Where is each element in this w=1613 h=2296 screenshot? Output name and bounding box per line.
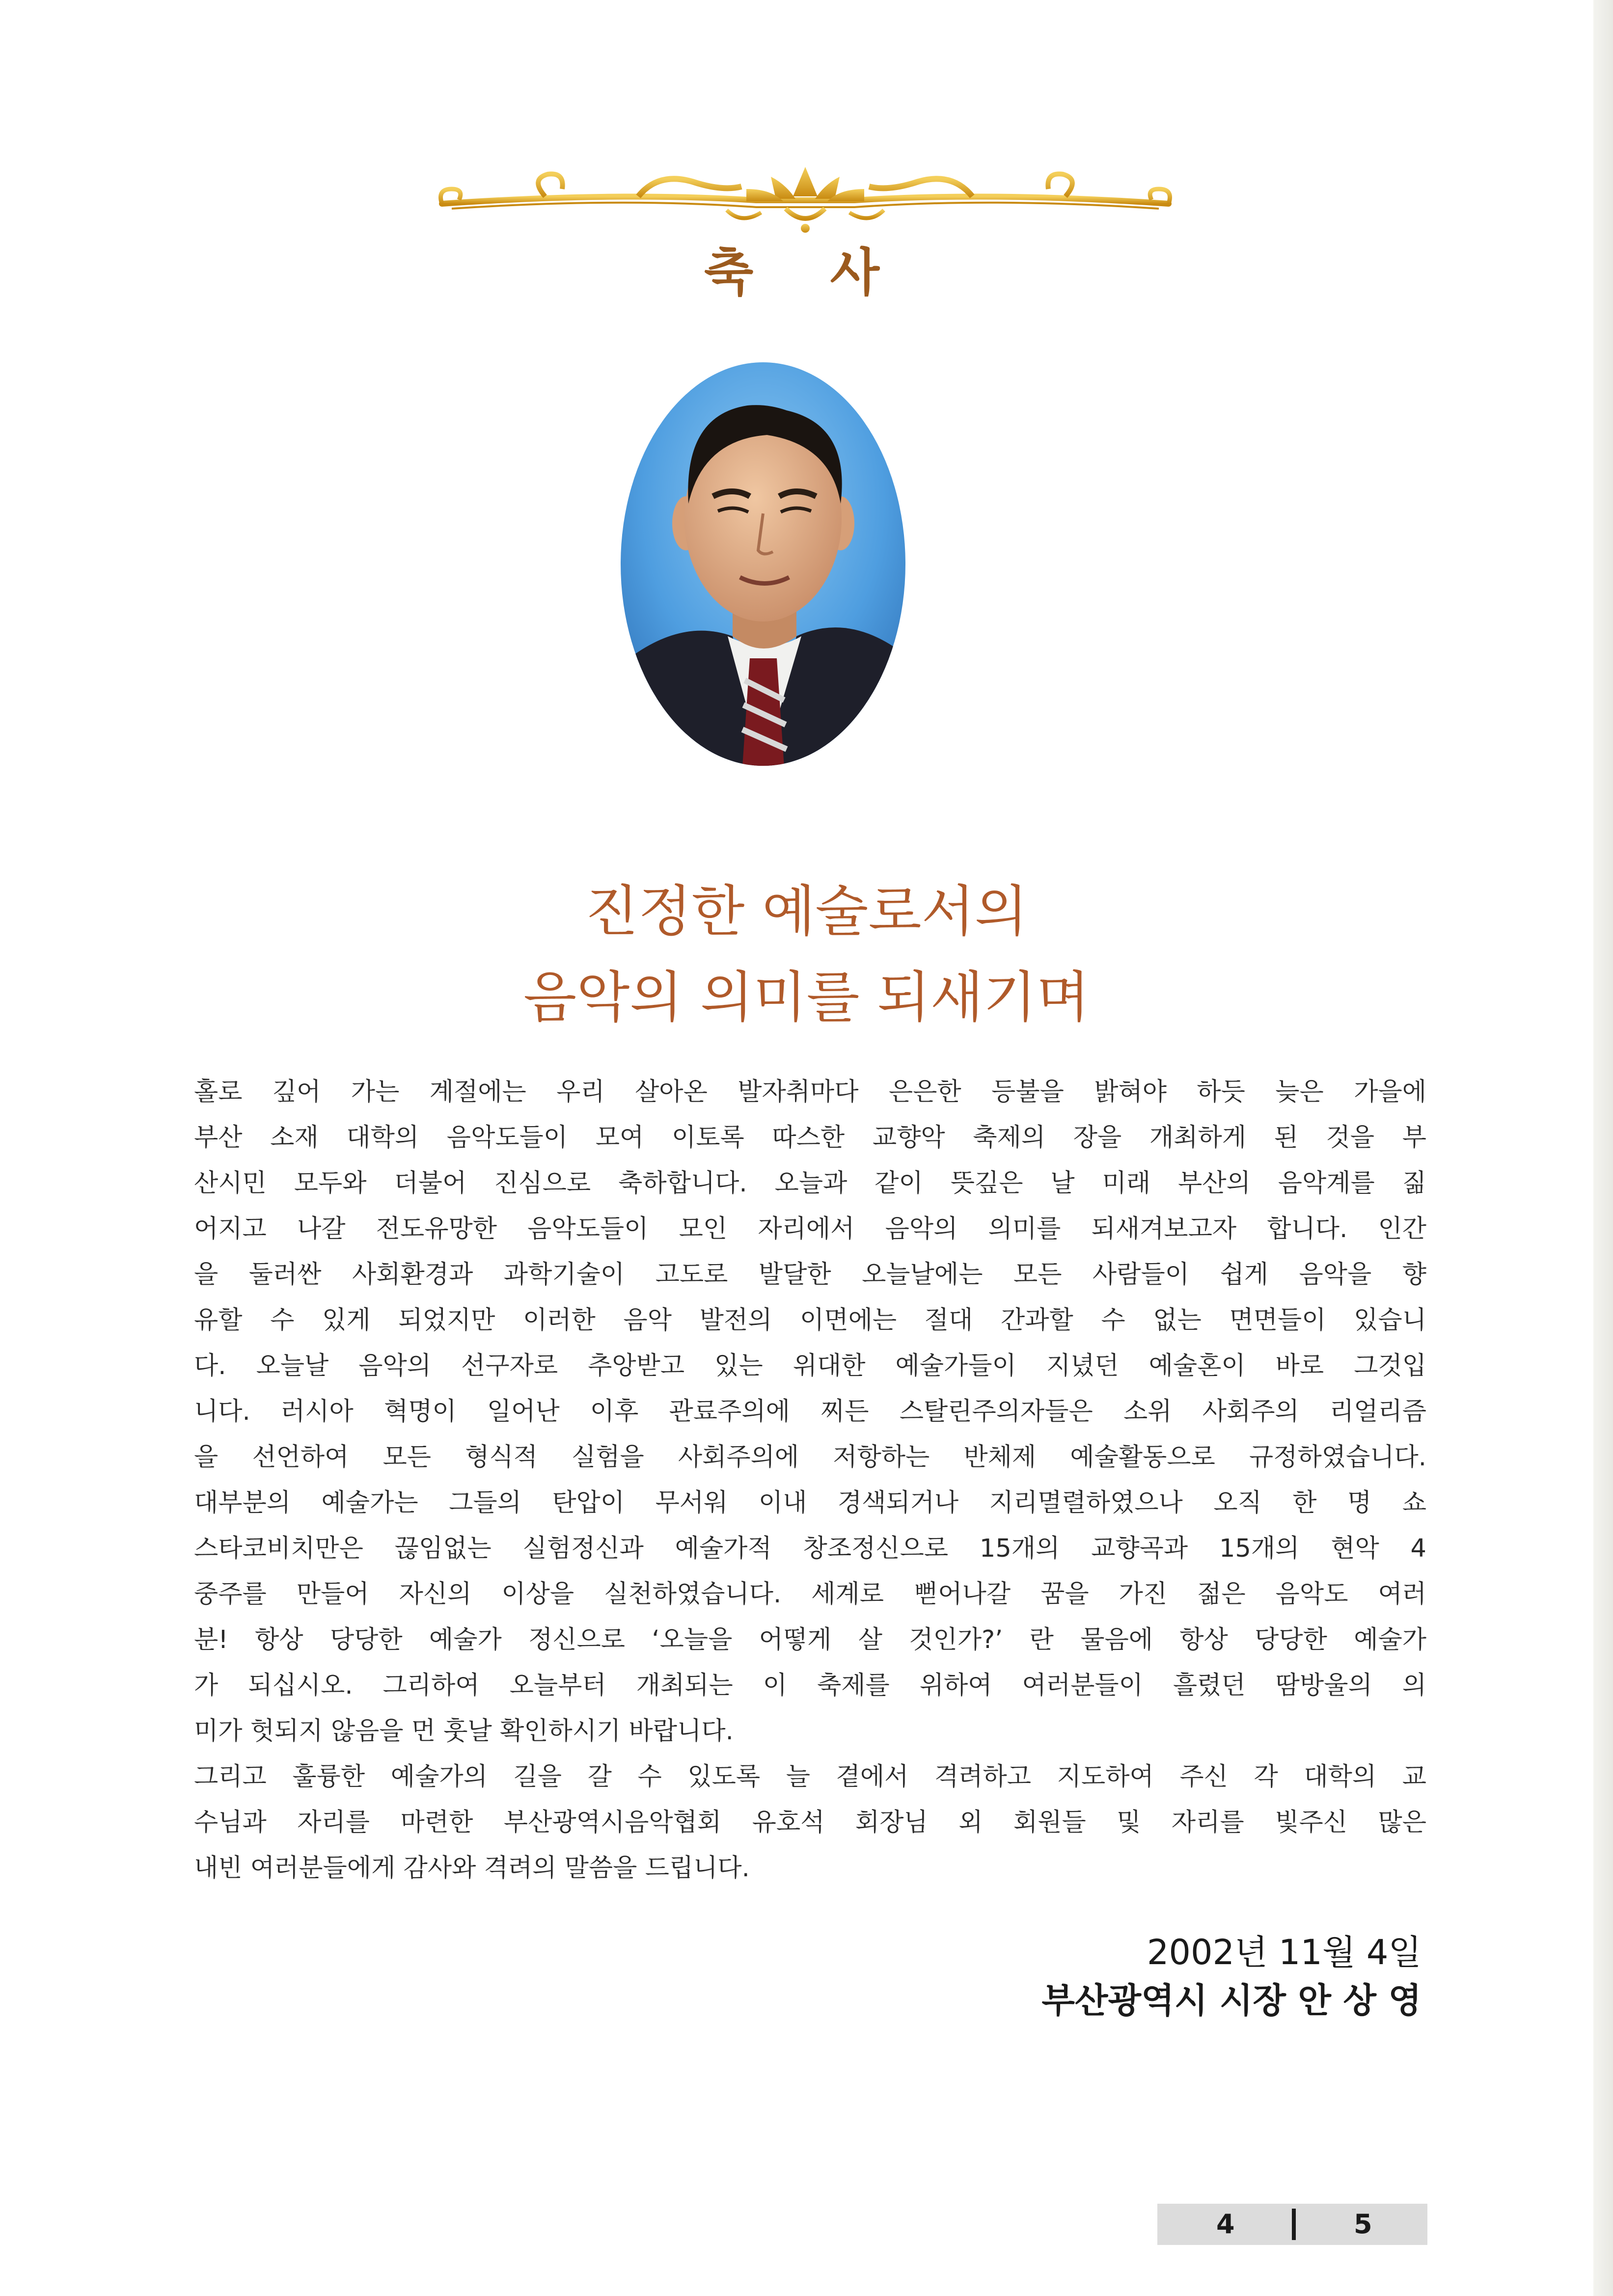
body-line: 어지고 나갈 전도유망한 음악도들이 모인 자리에서 음악의 의미를 되새겨보고자 합니다. 인간 [194, 1215, 1426, 1243]
body-line: 대부분의 예술가는 그들의 탄압이 무서워 이내 경색되거나 지리멸렬하였으나 오직 한 명 쇼 [194, 1488, 1426, 1517]
body-line: 스타코비치만은 끊임없는 실험정신과 예술가적 창조정신으로 15개의 교향곡과 15개의 현악 4 [194, 1534, 1426, 1563]
gold-scroll-ornament-icon [432, 162, 1178, 236]
signature-block [1041, 1928, 1422, 2025]
article-title [0, 869, 1613, 1041]
body-line: 그리고 훌륭한 예술가의 길을 갈 수 있도록 늘 곁에서 격려하고 지도하여 주신 각 대학의 교 [194, 1762, 1426, 1791]
body-line: 을 둘러싼 사회환경과 과학기술이 고도로 발달한 오늘날에는 모든 사람들이 쉽게 음악을 향 [194, 1260, 1426, 1289]
body-line: 다. 오늘날 음악의 선구자로 추앙받고 있는 위대한 예술가들이 지녔던 예술혼이 바로 그것입 [194, 1351, 1426, 1380]
message-body [194, 1069, 1426, 1891]
body-line: 내빈 여러분들에게 감사와 격려의 말씀을 드립니다. [194, 1854, 750, 1883]
page-number-left: 4 [1216, 2209, 1235, 2240]
signature-date: 2002년 11월 4일 [1147, 1932, 1422, 1972]
page-number-divider [1292, 2209, 1296, 2240]
body-line: 부산 소재 대학의 음악도들이 모여 이토록 따스한 교향악 축제의 장을 개최하게 된 것을 부 [194, 1123, 1426, 1152]
title-line-2: 음악의 의미를 되새기며 [523, 966, 1090, 1029]
page-heading: 축 사 [704, 242, 909, 302]
title-line-1: 진정한 예술로서의 [585, 880, 1028, 944]
body-line: 을 선언하여 모든 형식적 실험을 사회주의에 저항하는 반체제 예술활동으로 규정하였습니다. [194, 1443, 1426, 1472]
body-line: 유할 수 있게 되었지만 이러한 음악 발전의 이면에는 절대 간과할 수 없는 면면들이 있습니 [194, 1306, 1426, 1335]
body-line: 홀로 깊어 가는 계절에는 우리 살아온 발자취마다 은은한 등불을 밝혀야 하듯 늦은 가을에 [194, 1078, 1426, 1107]
page-number-bar [1157, 2204, 1427, 2245]
body-line: 니다. 러시아 혁명이 일어난 이후 관료주의에 찌든 스탈린주의자들은 소위 사회주의 리얼리즘 [194, 1397, 1426, 1426]
body-line: 수님과 자리를 마련한 부산광역시음악협회 유호석 회장님 외 회원들 및 자리를 빛주신 많은 [194, 1808, 1426, 1837]
body-line: 분! 항상 당당한 예술가 정신으로 ‘오늘을 어떻게 살 것인가?’ 란 물음에 항상 당당한 예술가 [194, 1625, 1426, 1654]
body-line: 가 되십시오. 그리하여 오늘부터 개최되는 이 축제를 위하여 여러분들이 흘렸던 땀방울의 의 [194, 1671, 1426, 1700]
page-number-right: 5 [1354, 2209, 1372, 2240]
body-line: 중주를 만들어 자신의 이상을 실천하였습니다. 세계로 뻗어나갈 꿈을 가진 젊은 음악도 여러 [194, 1580, 1426, 1609]
signature-name: 부산광역시 시장 안 상 영 [1041, 1980, 1422, 2021]
portrait-photo [620, 361, 906, 767]
page-edge-shadow [1593, 0, 1613, 2296]
body-line: 미가 헛되지 않음을 먼 훗날 확인하시기 바랍니다. [194, 1717, 734, 1746]
body-line: 산시민 모두와 더불어 진심으로 축하합니다. 오늘과 같이 뜻깊은 날 미래 부산의 음악계를 짊 [194, 1169, 1426, 1198]
